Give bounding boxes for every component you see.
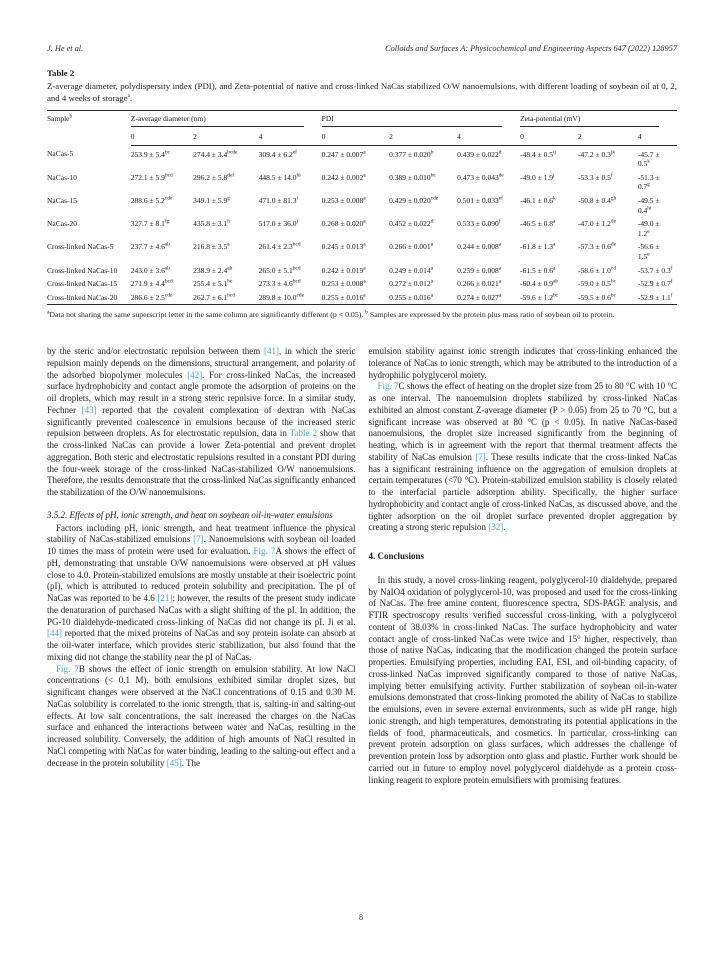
table-row	[47, 217, 677, 240]
table-cell: $-49.0 \pm 1.9^j$	[520, 172, 555, 182]
superscript-letter: de	[610, 241, 617, 248]
superscript-letter: a	[363, 292, 366, 299]
table-cell: -60.4 ± 0.9$^{ab}$	[520, 278, 559, 289]
table-cell: -56.6 ± 1.5$^e$	[637, 242, 660, 262]
superscript-letter: a	[363, 241, 366, 248]
superscript-letter: f	[670, 265, 673, 272]
table-cell: 0.377 ± 0.020$^b$	[389, 149, 434, 159]
column-subheader-week: 2	[193, 129, 259, 145]
superscript-letter: a	[430, 265, 434, 272]
sample-name-cell: NaCas-5	[47, 149, 74, 159]
text-segment: , in which the steric repulsion mainly depends on the dimensions, structural arrangement, and polarity of the adsorbed biopolymer molecules	[47, 346, 356, 380]
column-subheader-week: 2	[578, 129, 638, 145]
table-cell: -50.8 ± 0.4$^{gh}$	[578, 195, 617, 206]
column-subheader-week: 4	[457, 129, 520, 145]
running-head-authors: J. He et al.	[47, 44, 84, 53]
table-cell: 0.272 ± 0.012$^a$	[389, 278, 434, 289]
table-cell: 0.244 ± 0.008$^a$	[457, 241, 502, 252]
table-cell: 289.8 ± 10.0$^{cde}$	[258, 292, 305, 302]
paragraph	[369, 381, 678, 534]
superscript-letter: bc	[164, 149, 170, 156]
table-cell: 349.1 ± 5.9$^g$	[193, 195, 230, 206]
table-row	[47, 171, 677, 194]
superscript-letter: h	[227, 218, 230, 225]
superscript-letter: cde	[164, 195, 173, 202]
superscript-letter: a	[552, 265, 556, 272]
text-segment: C shows the effect of heating on the droplet size from 25 to 80 °C with 10 °C as one interval. The nanoemulsion droplets stabilized by cross-linked NaCas exhibited an almost constant Z-average diameter (P > 0.05) from 25 to 70 °C, but a significant increase was observed at 80 °C (p < 0.05). In native NaCas-based nanoemulsions, the droplet size increased significantly from the beginning of heating, which is in agreement with the report that thermal treatment affects the stability of NaCas emulsion	[368, 381, 677, 462]
citation-link[interactable]: [7]	[193, 534, 204, 545]
table-cell: 435.8 ± 3.1$^h$	[193, 218, 230, 229]
table-cell: 0.242 ± 0.019$^a$	[321, 265, 366, 275]
table-cell: 0.247 ± 0.007$^a$	[321, 149, 366, 159]
table-cell: 288.6 ± 5.2$^{cde}$	[130, 195, 173, 206]
table-cell: -52.9 ± 0.7$^f$	[637, 278, 673, 289]
table-cell: 243.0 ± 3.6$^{ab}$	[130, 265, 170, 275]
table-cell: $-46.1 \pm 0.6^k$	[520, 195, 556, 206]
superscript-letter: de	[610, 218, 617, 225]
running-head-journal: Colloids and Surfaces A: Physicochemical and Engineering Aspects 647 (2022) 128957	[385, 44, 677, 53]
superscript-letter: a	[363, 218, 366, 225]
table-cell: $-48.4 \pm 0.5^{ij}$	[520, 149, 556, 159]
table-cell: -61.8 ± 1.3$^a$	[520, 241, 556, 252]
table-row	[47, 194, 677, 217]
paragraph	[369, 575, 678, 787]
text-segment: .	[503, 522, 506, 533]
table-label: Table 2	[47, 68, 75, 78]
table-cell: 253.9 ± 5.4$^{bc}$	[130, 149, 170, 159]
data-table	[47, 110, 677, 305]
table-cell: 0.242 ± 0.002$^a$	[321, 172, 366, 182]
table-cell: 261.4 ± 2.3$^{bcd}$	[258, 241, 301, 252]
table-cell: 0.452 ± 0.022$^d$	[389, 218, 434, 229]
table-cell: 0.255 ± 0.016$^a$	[389, 292, 434, 302]
table-cell: $-47.2 \pm 0.3^{jk}$	[578, 149, 616, 159]
text-segment: . The	[181, 757, 201, 768]
table-cell: 0.245 ± 0.013$^a$	[321, 241, 366, 252]
superscript-letter: b	[69, 113, 73, 120]
table-cell: -58.6 ± 1.0$^{cd}$	[578, 265, 617, 275]
superscript-letter: bc	[610, 292, 617, 299]
superscript-letter: bc	[430, 172, 436, 179]
table-row	[47, 240, 677, 263]
table-cell: $471.0 \pm 81.3^i$	[258, 195, 299, 206]
superscript-letter: bcd	[292, 265, 301, 272]
table-cell: 0.249 ± 0.014$^a$	[389, 265, 434, 275]
citation-link[interactable]: [45]	[166, 757, 182, 768]
table-cell: 216.8 ± 3.5$^a$	[193, 241, 230, 252]
table-caption: Z-average diameter, polydispersity index (PDI), and Zeta-potential of native and cross-linked NaCas stabilized O/W nanoemulsions, with different loading of soybean oil at 0, 2, and 4 weeks of storage$^a$.	[47, 81, 677, 103]
superscript-letter: ij	[552, 149, 556, 156]
table-cell: -46.5 ± 0.8$^a$	[520, 218, 556, 229]
column-subheader-week: 0	[322, 129, 389, 145]
citation-link[interactable]: Fig. 7	[56, 663, 79, 674]
table-cell: 237.7 ± 4.6$^{ab}$	[130, 241, 170, 252]
superscript-letter: a	[552, 218, 556, 225]
citation-link[interactable]: [41]	[263, 346, 279, 357]
table-body	[47, 145, 677, 305]
table-cell: 271.9 ± 4.4$^{bcd}$	[130, 278, 173, 289]
sample-name-cell: Cross-linked NaCas-20	[47, 292, 118, 302]
table-cell: 0.389 ± 0.010$^{bc}$	[389, 172, 436, 182]
superscript-letter: i	[296, 195, 299, 202]
superscript-letter: ab	[227, 265, 233, 272]
citation-link[interactable]: Fig. 7	[377, 381, 399, 392]
table-cell: 286.6 ± 2.5$^{cde}$	[130, 292, 173, 302]
citation-link[interactable]: [43]	[81, 404, 97, 415]
text-segment: reported that the mixed proteins of NaCas and soy protein isolate can absorb at the oil-water interface, which provides steric stabilization, but also found that the mixing did not change the stability near the pI of NaCas.	[47, 628, 356, 662]
superscript-letter: bcde	[227, 149, 238, 156]
text-segment: emulsion stability against ionic strength indicates that cross-linking enhanced the tolerance of NaCas to ionic strength, which may be attributed to the introduction of a hydrophilic polyglycerol moiety.	[368, 346, 677, 380]
table-cell: -61.5 ± 0.6$^a$	[520, 265, 556, 275]
superscript-letter: f	[610, 172, 613, 179]
superscript-letter: bcd	[292, 278, 301, 285]
table-cell: 309.4 ± 6.2$^{ef}$	[258, 149, 297, 159]
table-cell: -47.0 ± 1.2de	[578, 218, 617, 229]
table-cell: $448.5 \pm 14.0^{hi}$	[258, 172, 301, 182]
superscript-letter: a	[363, 265, 366, 272]
text-segment: In this study, a novel cross-linking reagent, polyglycerol-10 dialdehyde, prepared by NaIO4 oxidation of polyglycerol-10, was proposed and used for the cross-linking of NaCas. The free amine content, fluorescence spectra, SDS-PAGE analysis, and FTIR spectroscopy results verified successful cross-linking, with a polyglycerol content of 38.03% in cross-linked NaCas. The surface hydrophobicity and water contact angle of cross-linked NaCas were twice and 15° higher, respectively, than those of native NaCas, indicating that the modification changed the protein surface properties. Emulsifying properties, including EAI, ESI, and oil-binding capacity, of cross-linked NaCas improved significantly compared to those of native NaCas, implying better emulsifying activity. Further stabilization of soybean oil-in-water emulsions demonstrated that cross-linking promoted the ability of NaCas to stabilize the emulsions, even in severe external environments, such as wide pH range, high ionic strength, and high temperatures, demonstrating its potential applications in the fields of food, pharmaceuticals, and cosmetics. In particular, cross-linking can prevent protein adsorption on glass surfaces, which addresses the challenge of prevention protein loss by adsorption onto glass and plastic. Further work should be carried out in future to employ novel polyglycerol dialdehyde as a protein cross-linking reagent to explore protein emulsifiers with promising features.	[368, 574, 677, 785]
superscript-letter: e	[647, 251, 650, 258]
table-cell: 265.0 ± 5.1$^{bcd}$	[258, 265, 301, 275]
table-cell: 327.7 ± 8.1$^{fg}$	[130, 218, 170, 229]
table-cell: -49.0 ± 1.2$^e$	[637, 219, 660, 238]
table-cell: 296.2 ± 5.8$^{def}$	[193, 172, 235, 182]
superscript-letter: a	[127, 92, 131, 99]
superscript-letter: a	[363, 278, 366, 285]
text-segment: Factors including pH, ionic strength, and heat treatment influence the physical stability of NaCas-stabilized emulsions	[47, 522, 356, 545]
table-header	[47, 111, 677, 146]
text-segment: ; however, the results of the present study indicate the denaturation of purchased NaCas with a slight shifting of the pI. In addition, the PG-10 dialdehyde-medicated cross-linking of NaCas did not change its pI. Ji et al.	[47, 593, 356, 627]
superscript-letter: a	[552, 241, 556, 248]
table-row	[47, 277, 677, 291]
superscript-letter: g	[647, 181, 650, 188]
table-cell: 272.1 ± 5.9$^{bcd}$	[130, 172, 173, 182]
table-cell: $517.0 \pm 36.0^j$	[258, 218, 299, 229]
superscript-letter: bcd	[164, 278, 173, 285]
table-cell: 0.274 ± 0.027$^a$	[457, 292, 502, 302]
table-cell: 0.473 ± 0.043de	[457, 172, 504, 182]
superscript-letter: d	[498, 149, 502, 156]
superscript-letter: b	[430, 149, 434, 156]
column-group-header: Zeta-potential (mV)	[520, 111, 677, 130]
column-subheader-week: 0	[131, 129, 193, 145]
sample-name-cell: Cross-linked NaCas-5	[47, 242, 114, 252]
superscript-letter: a	[430, 292, 434, 299]
paragraph	[47, 523, 356, 664]
column-subheader-week: 4	[259, 129, 322, 145]
sample-name-cell: Cross-linked NaCas-15	[47, 279, 118, 289]
table-cell: $274.4 \pm 3.4^{bcde}$	[193, 149, 238, 159]
superscript-letter: ab	[164, 265, 170, 272]
column-subheader-week: 2	[389, 129, 457, 145]
text-segment: . These results indicate that the cross-linked NaCas has a significant restraining influence on the aggregation of emulsion droplets at certain temperatures (<70 °C). Protein-stabilized emulsion stability is closely related to the interfacial particle adsorption ability. Specifically, the higher surface hydrophobicity and contact angle of cross-linked NaCas, as discussed above, and the tighter adsorption on the oil droplet surface prevented droplet aggregation by creating a strong steric repulsion	[368, 451, 677, 533]
superscript-letter: a	[363, 172, 366, 179]
superscript-letter: d	[430, 218, 434, 225]
superscript-letter: bcd	[164, 172, 173, 179]
superscript-letter: a	[498, 278, 502, 285]
sample-name-cell: NaCas-15	[47, 196, 77, 206]
text-segment: show that the cross-linked NaCas can provide a lower Zeta-potential and prevent droplet aggregation. Both steric and electrostatic repulsions resulted in a constant PDI during the four-week storage of the cross-linked NaCas-stabilized O/W nanoemulsions. Therefore, the results demonstrate that the cross-linked NaCas significantly enhanced the stabilization of the O/W nanoemulsions.	[47, 428, 356, 498]
superscript-letter: a	[498, 241, 502, 248]
superscript-letter: a	[363, 149, 366, 156]
table-row	[47, 264, 677, 278]
table-cell: 0.533 ± 0.090$^f$	[457, 218, 501, 229]
table-cell: 0.259 ± 0.008$^a$	[457, 265, 502, 275]
sample-name-cell: Cross-linked NaCas-10	[47, 265, 118, 275]
superscript-letter: e	[647, 228, 650, 235]
superscript-letter: ab	[164, 241, 170, 248]
page-number: 8	[359, 913, 363, 922]
table-cell: -59.6 ± 1.2$^{bc}$	[520, 292, 559, 302]
superscript-letter: f	[670, 292, 673, 299]
text-segment: A shows the effect of pH, demonstrating that unstable O/W nanoemulsions were observed at pH values close to 4.0. Protein-stabilized emulsions are mostly unstable at their isoelectric point (pI), which is attributed to reduced protein solubility and precipitation. The pI of NaCas was reported to be 4.6	[47, 546, 356, 604]
citation-link[interactable]: Table 2	[289, 428, 318, 439]
table-cell: -53.7 ± 0.3$^f$	[637, 265, 673, 275]
citation-link[interactable]: [7]	[475, 451, 486, 462]
citation-link[interactable]: Fig. 7	[253, 546, 276, 557]
text-segment: by the steric and/or electrostatic repulsion between them	[47, 346, 264, 357]
superscript-letter: a	[47, 309, 50, 316]
text-segment: . For cross-linked NaCas, the increased surface hydrophobicity and contact angle promote the adsorption of proteins on the oil droplets, which may result in a strong steric repulsive force. In a similar study, Fechner	[47, 369, 356, 415]
table-cell: $-45.7 \pm 0.5^k$	[637, 149, 660, 169]
superscript-letter: def	[227, 172, 235, 179]
superscript-letter: bcd	[227, 292, 236, 299]
superscript-letter: cde	[164, 292, 173, 299]
superscript-letter: g	[227, 195, 230, 202]
column-group-header: Z-average diameter (nm)	[131, 111, 322, 130]
table-cell: -59.5 ± 0.6$^{bc}$	[578, 292, 617, 302]
superscript-letter: jk	[610, 149, 616, 156]
superscript-letter: k	[552, 195, 556, 202]
column-subheader-week: 0	[520, 129, 578, 145]
text-segment: reported that the covalent complexation of dextran with NaCas significantly prevented coalescence in emulsions because of the increased steric repulsion between droplets. As for electrostatic repulsion, data in	[47, 404, 356, 439]
table-row	[47, 291, 677, 305]
table-cell: 0.266 ± 0.021$^a$	[457, 278, 502, 289]
superscript-letter: fg	[164, 218, 170, 225]
superscript-letter: ab	[552, 278, 559, 285]
paragraph	[369, 346, 678, 381]
citation-link[interactable]: [42]	[187, 369, 203, 380]
column-header-sample: Sample$^b$	[47, 113, 73, 123]
paragraph	[47, 664, 356, 770]
table-cell: 238.9 ± 2.4$^{ab}$	[193, 265, 233, 275]
superscript-letter: f	[498, 218, 501, 225]
superscript-letter: gh	[610, 195, 617, 202]
superscript-letter: cd	[610, 265, 617, 272]
citation-link[interactable]: [21]	[157, 593, 173, 604]
table-cell: 273.3 ± 4.6$^{bcd}$	[258, 278, 301, 289]
table-cell: 0.253 ± 0.008$^a$	[321, 278, 366, 289]
superscript-letter: cde	[430, 195, 439, 202]
table-cell: 0.253 ± 0.008$^a$	[321, 195, 366, 206]
superscript-letter: ef	[498, 195, 503, 202]
superscript-letter: bc	[552, 292, 559, 299]
sample-name-cell: NaCas-20	[47, 219, 77, 229]
sample-name-cell: NaCas-10	[47, 172, 77, 182]
superscript-letter: bc	[610, 278, 617, 285]
table-cell: $-49.5 \pm 0.4^{hi}$	[637, 196, 660, 215]
table-row	[47, 145, 677, 171]
section-heading: 4. Conclusions	[368, 551, 425, 562]
superscript-letter: ef	[292, 149, 297, 156]
text-segment: B shows the effect of ionic strength on emulsion stability. At low NaCl concentrations (< 0.1 M), both emulsions exhibited similar droplet sizes, but significant changes were observed at the NaCl concentrations of 0.15 and 0.30 M. NaCas solubility is correlated to the ionic strength, that is, salting-in and salting-out effects. At low salt concentrations, the salt increased the charges on the NaCas surface and enhanced the interactions between water and NaCas, resulting in the increased solubility. Conversely, the addition of high amounts of NaCl resulted in NaCl competing with NaCas for water binding, leading to the salting-out effect and a decrease in the protein solubility	[47, 663, 356, 768]
table-cell: -52.9 ± 1.1$^f$	[637, 292, 673, 302]
table-cell: -57.3 ± 0.6de	[578, 241, 617, 252]
superscript-letter: hi	[296, 172, 301, 179]
superscript-letter: a	[498, 292, 502, 299]
superscript-letter: de	[498, 172, 504, 179]
subsection-heading: 3.5.2. Effects of pH, ionic strength, and heat on soybean oil-in-water emulsions	[47, 509, 333, 520]
superscript-letter: a	[363, 195, 366, 202]
right-column	[369, 346, 678, 786]
table-2-block	[47, 68, 677, 321]
superscript-letter: f	[670, 278, 673, 285]
body-columns	[47, 346, 677, 786]
table-footnote: $^a$Data not sharing the same superscript letter in the same column are significantly different (p < 0.05). $^b$ Samples are expressed by the protein plus mass ratio of soybean oil to protein.	[47, 309, 615, 320]
column-group-header: PDI	[322, 111, 520, 130]
table-cell: -59.0 ± 0.5$^{bc}$	[578, 278, 617, 289]
citation-link[interactable]: [44]	[47, 628, 62, 639]
citation-link[interactable]: [32]	[488, 522, 504, 533]
superscript-letter: a	[430, 278, 434, 285]
table-cell: -53.3 ± 0.5$^f$	[578, 172, 613, 182]
left-column	[47, 346, 356, 786]
table-cell: 0.268 ± 0.020$^a$	[321, 218, 366, 229]
superscript-letter: a	[227, 241, 230, 248]
running-head	[47, 44, 677, 53]
table-cell: 262.7 ± 6.1$^{bcd}$	[193, 292, 236, 302]
superscript-letter: b	[365, 309, 368, 316]
table-cell: 0.429 ± 0.020$^{cde}$	[389, 195, 439, 206]
superscript-letter: a	[498, 265, 502, 272]
table-cell: 255.4 ± 5.1$^{bc}$	[193, 278, 233, 289]
superscript-letter: k	[647, 158, 650, 165]
superscript-letter: bcd	[292, 241, 301, 248]
table-cell: 0.501 ± 0.033$^{ef}$	[457, 195, 503, 206]
superscript-letter: bc	[227, 278, 233, 285]
column-subheader-week: 4	[638, 129, 677, 145]
paragraph	[47, 346, 356, 499]
table-cell: 0.255 ± 0.016$^a$	[321, 292, 366, 302]
table-cell: 0.266 ± 0.001$^a$	[389, 241, 434, 252]
table-cell: 0.439 ± 0.022$^d$	[457, 149, 502, 159]
text-segment: . Nanoemulsions with soybean oil loaded 10 times the mass of protein were used for evaluation.	[47, 534, 356, 557]
superscript-letter: j	[552, 172, 555, 179]
table-cell: -51.3 ± 0.7$^g$	[637, 172, 660, 192]
superscript-letter: cde	[296, 292, 305, 299]
superscript-letter: hi	[647, 205, 652, 212]
superscript-letter: j	[296, 218, 299, 225]
superscript-letter: a	[430, 241, 434, 248]
